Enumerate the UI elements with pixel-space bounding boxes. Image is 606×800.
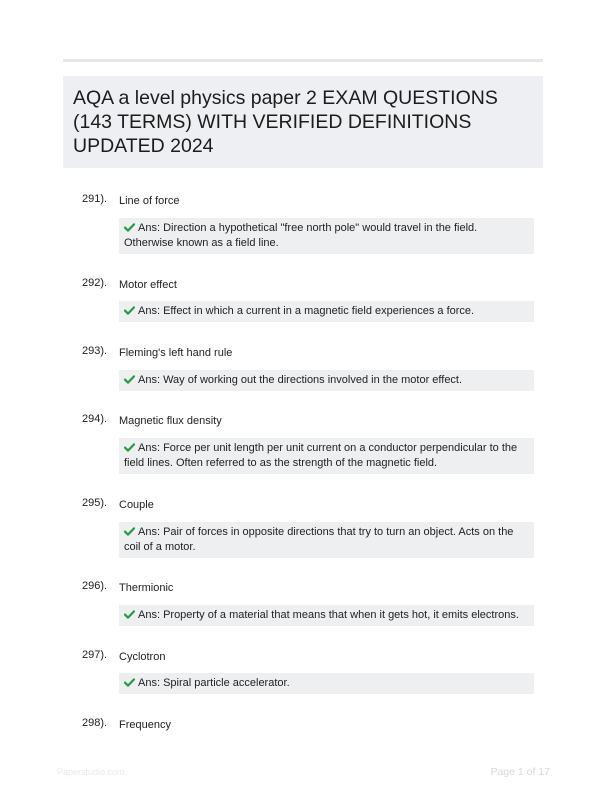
answer-box xyxy=(119,673,534,694)
question-term: Motor effect xyxy=(119,279,177,291)
question-number: 292). xyxy=(82,277,108,289)
question-number: 293). xyxy=(82,345,108,357)
answer-text: Ans: Property of a material that means that when it gets hot, it emits electrons. xyxy=(138,609,519,621)
question-number: 291). xyxy=(82,193,108,205)
document-title: AQA a level physics paper 2 EXAM QUESTIONS (143 TERMS) WITH VERIFIED DEFINITIONS UPDATED 2024 xyxy=(73,87,498,157)
answer-box xyxy=(119,605,534,626)
answer-text: Ans: Force per unit length per unit current on a conductor perpendicular to the field lines. Often referred to as the strength of the magnetic field. xyxy=(124,442,518,469)
answer-text: Ans: Effect in which a current in a magnetic field experiences a force. xyxy=(138,305,475,317)
question-term: Frequency xyxy=(119,719,171,731)
answer-text: Ans: Spiral particle accelerator. xyxy=(138,677,290,689)
top-divider xyxy=(63,59,543,62)
check-icon xyxy=(124,375,136,384)
check-icon xyxy=(124,443,136,452)
answer-text: Ans: Direction a hypothetical "free north pole" would travel in the field. Otherwise known as a field line. xyxy=(124,222,478,249)
page-number: Page 1 of 17 xyxy=(490,766,550,778)
question-number: 296). xyxy=(82,580,108,592)
check-icon xyxy=(124,223,136,232)
answer-box xyxy=(119,370,534,391)
question-term: Fleming's left hand rule xyxy=(119,347,233,359)
check-icon xyxy=(124,527,136,536)
question-term: Line of force xyxy=(119,195,180,207)
question-term: Couple xyxy=(119,499,154,511)
answer-text: Ans: Pair of forces in opposite directions that try to turn an object. Acts on the coil of a motor. xyxy=(124,526,514,553)
question-number: 294). xyxy=(82,413,108,425)
answer-box xyxy=(119,522,534,558)
title-box xyxy=(63,76,543,168)
check-icon xyxy=(124,610,136,619)
question-term: Magnetic flux density xyxy=(119,415,222,427)
answer-box xyxy=(119,218,534,254)
answer-text: Ans: Way of working out the directions involved in the motor effect. xyxy=(138,374,463,386)
question-number: 298). xyxy=(82,717,108,729)
check-icon xyxy=(124,678,136,687)
answer-box xyxy=(119,301,534,322)
footer-watermark: Paperstudio.com xyxy=(57,767,125,777)
answer-box xyxy=(119,438,534,474)
question-term: Cyclotron xyxy=(119,651,166,663)
question-term: Thermionic xyxy=(119,582,174,594)
question-number: 295). xyxy=(82,497,108,509)
check-icon xyxy=(124,306,136,315)
question-number: 297). xyxy=(82,649,108,661)
